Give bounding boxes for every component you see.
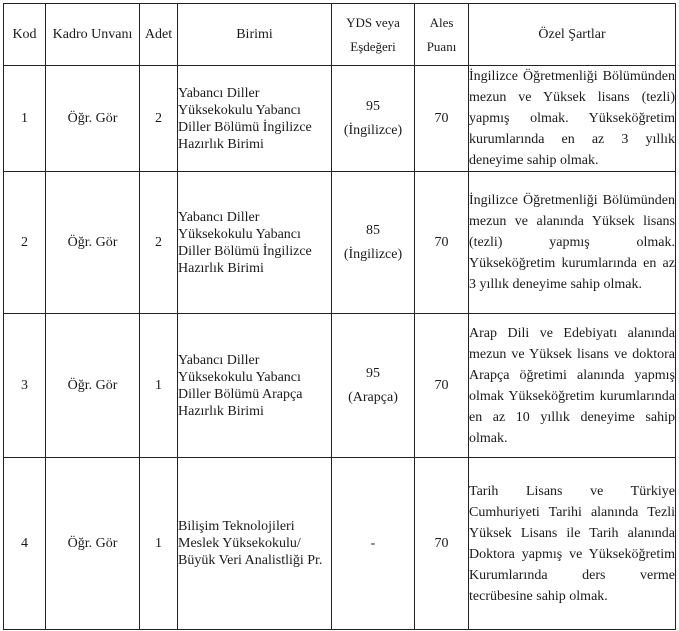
cell-yds-score: 95: [366, 98, 380, 114]
cell-birimi: Yabancı Diller Yüksekokulu Yabancı Diller Bölümü İngilizce Hazırlık Birimi: [178, 172, 332, 314]
table-row: [4, 314, 676, 458]
table-row: [4, 172, 676, 314]
table-row: [4, 66, 676, 172]
cell-ozel: Arap Dili ve Edebiyatı alanında mezun ve Yüksek lisans ve doktora Arapça öğretimi alanında yapmış olmak Yükseköğretim kurumlarında en az 10 yıllık deneyime sahip olmak.: [469, 314, 676, 458]
cell-ales: 70: [415, 314, 469, 458]
cell-ales: 70: [415, 458, 469, 630]
header-ales: [415, 4, 469, 66]
cell-yds-score: 85: [366, 222, 380, 238]
cell-kadro: Öğr. Gör: [46, 66, 140, 172]
cell-yds-lang: (İngilizce): [343, 122, 403, 138]
cell-kod: 3: [4, 314, 46, 458]
cell-ozel: İngilizce Öğretmenliği Bölümünden mezun ve Yüksek lisans (tezli) yapmış olmak. Yükseköğretim kurumlarında en az 3 yıllık deneyime sahip olmak.: [469, 66, 676, 172]
header-yds: [332, 4, 415, 66]
positions-table: [3, 3, 676, 630]
header-ales-line1: Ales: [429, 14, 454, 30]
cell-yds: [332, 66, 415, 172]
header-yds-line2: Eşdeğeri: [350, 38, 396, 54]
cell-birimi: Yabancı Diller Yüksekokulu Yabancı Diller Bölümü Arapça Hazırlık Birimi: [178, 314, 332, 458]
table-row: [4, 458, 676, 630]
cell-kadro: Öğr. Gör: [46, 172, 140, 314]
header-yds-line1: YDS veya: [346, 14, 400, 30]
cell-adet: 1: [140, 458, 178, 630]
cell-birimi: Bilişim Teknolojileri Meslek Yüksekokulu/ Büyük Veri Analistliği Pr.: [178, 458, 332, 630]
cell-yds-score: 95: [366, 365, 380, 381]
header-ozel: Özel Şartlar: [469, 4, 676, 66]
cell-yds: [332, 172, 415, 314]
cell-ales: 70: [415, 66, 469, 172]
cell-kadro: Öğr. Gör: [46, 458, 140, 630]
cell-adet: 2: [140, 66, 178, 172]
cell-kod: 1: [4, 66, 46, 172]
header-ales-line2: Puanı: [426, 38, 457, 54]
header-adet: Adet: [140, 4, 178, 66]
header-row: [4, 4, 676, 66]
cell-ozel: İngilizce Öğretmenliği Bölümünden mezun ve alanında Yüksek lisans (tezli) yapmış olmak. Yükseköğretim kurumlarında en az 3 yıllık deneyime sahip olmak.: [469, 172, 676, 314]
cell-ales: 70: [415, 172, 469, 314]
cell-ozel: Tarih Lisans ve Türkiye Cumhuriyeti Tarihi alanında Tezli Yüksek Lisans ile Tarih alanında Doktora yapmış ve Yükseköğretim Kurumlarında ders verme tecrübesine sahip olmak.: [469, 458, 676, 630]
cell-kadro: Öğr. Gör: [46, 314, 140, 458]
cell-yds: [332, 314, 415, 458]
cell-kod: 2: [4, 172, 46, 314]
header-kadro: Kadro Unvanı: [46, 4, 140, 66]
cell-yds: [332, 458, 415, 630]
cell-yds-lang: (Arapça): [348, 389, 398, 405]
cell-yds-score: -: [370, 535, 376, 551]
cell-birimi: Yabancı Diller Yüksekokulu Yabancı Diller Bölümü İngilizce Hazırlık Birimi: [178, 66, 332, 172]
cell-adet: 1: [140, 314, 178, 458]
header-birimi: Birimi: [178, 4, 332, 66]
cell-kod: 4: [4, 458, 46, 630]
header-kod: Kod: [4, 4, 46, 66]
cell-adet: 2: [140, 172, 178, 314]
cell-yds-lang: (İngilizce): [343, 246, 403, 262]
